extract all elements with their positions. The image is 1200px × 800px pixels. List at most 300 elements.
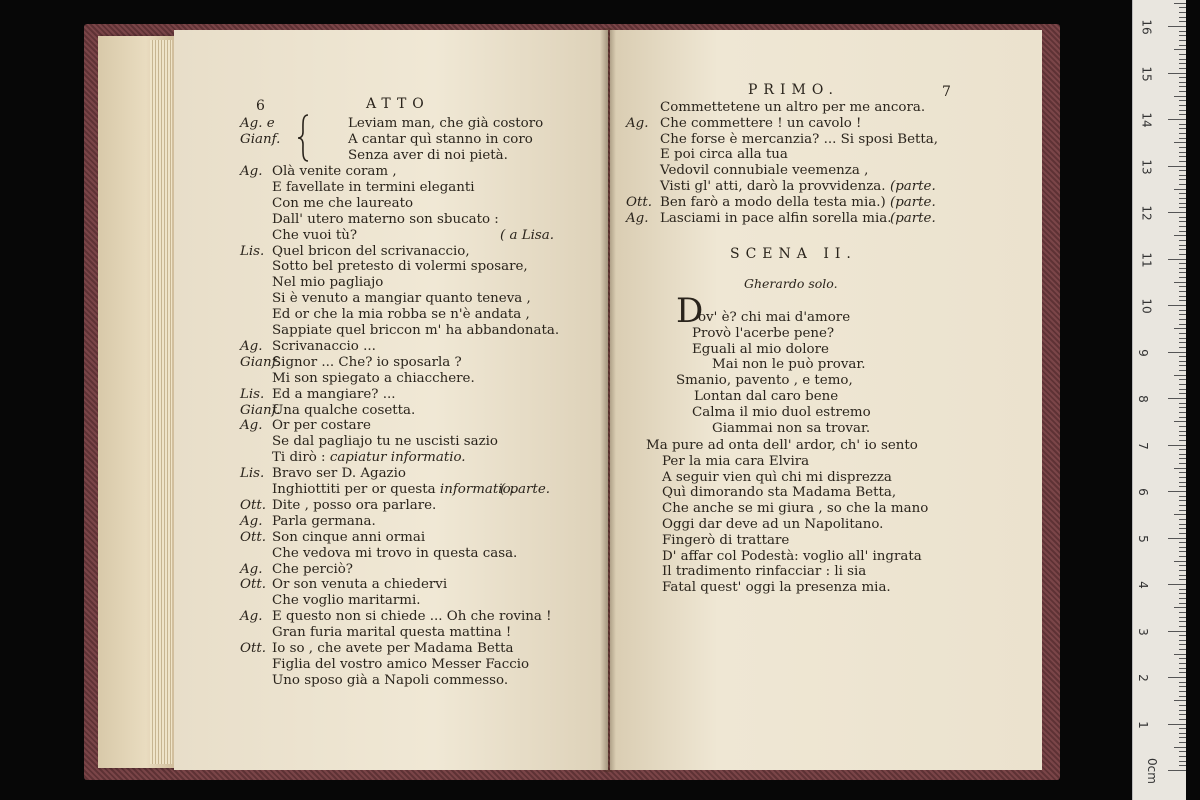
- ruler-tick: [1179, 756, 1186, 757]
- aria-line: ov' è? chi mai d'amore: [698, 310, 851, 325]
- line-text: E favellate in termini eleganti: [272, 179, 475, 195]
- ruler-tick: [1179, 486, 1186, 487]
- speaker-label: Ag.: [240, 164, 263, 179]
- recitative-line: Fingerò di trattare: [662, 532, 790, 548]
- ruler-tick: [1168, 119, 1186, 120]
- ruler-tick: [1179, 686, 1186, 687]
- ruler-tick: [1179, 524, 1186, 525]
- text-line: [272, 259, 528, 275]
- ruler-tick: [1179, 528, 1186, 529]
- text-line: [272, 577, 447, 593]
- ruler-tick: [1174, 3, 1186, 4]
- ruler-tick: [1174, 747, 1186, 748]
- aria-line: Smanio, pavento , e temo,: [676, 373, 853, 389]
- ruler-tick: [1179, 431, 1186, 432]
- line-text: Bravo ser D. Agazio: [272, 466, 406, 482]
- ruler-tick: [1179, 268, 1186, 269]
- line-text: Sotto bel pretesto di volermi sposare,: [272, 259, 528, 275]
- line-text: Scrivanaccio ...: [272, 338, 376, 354]
- ruler-tick: [1168, 770, 1186, 771]
- ruler-tick: [1179, 412, 1186, 413]
- speaker-label: Ag.: [240, 561, 263, 577]
- ruler-tick: [1179, 12, 1186, 13]
- ruler-number: 13: [1139, 158, 1154, 175]
- line-text: Nel mio pagliajo: [272, 275, 384, 291]
- ruler-tick: [1174, 514, 1186, 515]
- right-page-header: PRIMO.: [748, 82, 839, 98]
- ruler-tick: [1179, 245, 1186, 246]
- ruler-tick: [1168, 166, 1186, 167]
- line-text: Quel bricon del scrivanaccio,: [272, 243, 470, 259]
- line-text: Mi son spiegato a chiacchere.: [272, 370, 475, 386]
- ruler-tick: [1179, 500, 1186, 501]
- ruler-tick: [1174, 468, 1186, 469]
- ruler-tick: [1179, 300, 1186, 301]
- ruler-tick: [1179, 193, 1186, 194]
- text-line: [272, 387, 396, 403]
- text-line: [660, 100, 925, 116]
- stage-direction: ( parte.: [500, 482, 550, 497]
- ruler-tick: [1179, 714, 1186, 715]
- aria-line: Provò l'acerbe pene?: [692, 325, 835, 341]
- ruler-tick: [1179, 472, 1186, 473]
- ruler-tick: [1179, 761, 1186, 762]
- ruler-tick: [1179, 393, 1186, 394]
- ruler-tick: [1179, 728, 1186, 729]
- ruler-tick: [1179, 603, 1186, 604]
- ruler-tick: [1179, 719, 1186, 720]
- speaker-label: Ag.: [240, 513, 263, 529]
- ruler-tick: [1179, 40, 1186, 41]
- ruler-tick: [1179, 365, 1186, 366]
- ruler-tick: [1179, 649, 1186, 650]
- line-text: Che vuoi tù?: [272, 227, 358, 243]
- speaker-label: Ag.: [240, 338, 263, 354]
- speaker-label: Gianf.: [240, 132, 281, 147]
- ruler-number: 2: [1135, 674, 1150, 682]
- ruler-tick: [1179, 482, 1186, 483]
- text-line: [272, 355, 462, 371]
- ruler-tick: [1179, 635, 1186, 636]
- ruler-tick: [1179, 710, 1186, 711]
- ruler-tick: [1179, 133, 1186, 134]
- text-line: [272, 212, 499, 228]
- ruler-tick: [1179, 91, 1186, 92]
- ruler-tick: [1179, 324, 1186, 325]
- ruler-tick: [1179, 296, 1186, 297]
- ruler-tick: [1179, 361, 1186, 362]
- ruler-tick: [1179, 175, 1186, 176]
- ruler-tick: [1179, 68, 1186, 69]
- recitative-line: Quì dimorando sta Madama Betta,: [662, 485, 897, 501]
- stage-direction: (parte.: [890, 194, 936, 210]
- text-line: [272, 164, 397, 180]
- ruler-tick: [1168, 631, 1186, 632]
- ruler-number: 16: [1139, 19, 1154, 35]
- ruler-tick: [1174, 235, 1186, 236]
- ruler-tick: [1179, 31, 1186, 32]
- text-line: [272, 307, 530, 323]
- ruler-tick: [1179, 691, 1186, 692]
- speaker-label: Ag.: [626, 210, 649, 226]
- line-text: Visti gl' atti, darò la provvidenza.: [660, 179, 886, 194]
- ruler-tick: [1179, 114, 1186, 115]
- left-page-header: ATTO: [366, 96, 430, 112]
- ruler-tick: [1168, 352, 1186, 353]
- measuring-ruler: [1132, 0, 1186, 800]
- ruler-tick: [1179, 426, 1186, 427]
- ruler-tick: [1179, 663, 1186, 664]
- ruler-tick: [1179, 417, 1186, 418]
- text-line: [660, 116, 861, 132]
- ruler-tick: [1179, 356, 1186, 357]
- speaker-label: Lis.: [240, 386, 265, 402]
- ruler-tick: [1179, 575, 1186, 576]
- ruler-tick: [1179, 240, 1186, 241]
- ruler-tick: [1179, 379, 1186, 380]
- ruler-tick: [1179, 407, 1186, 408]
- recitative-line: Ma pure ad onta dell' ardor, ch' io sento: [646, 438, 918, 453]
- ruler-tick: [1174, 561, 1186, 562]
- text-line: [272, 482, 515, 498]
- text-line: [272, 593, 421, 609]
- ruler-tick: [1179, 124, 1186, 125]
- ruler-tick: [1179, 458, 1186, 459]
- text-line: A cantar quì stanno in coro: [348, 132, 533, 147]
- speaker-label: Ott.: [240, 641, 266, 656]
- ruler-tick: [1179, 342, 1186, 343]
- ruler-tick: [1179, 440, 1186, 441]
- text-line: [272, 275, 383, 291]
- ruler-tick: [1179, 152, 1186, 153]
- text-line: [272, 625, 511, 641]
- ruler-tick: [1168, 491, 1186, 492]
- ruler-tick: [1174, 96, 1186, 97]
- ruler-tick: [1179, 217, 1186, 218]
- ruler-tick: [1179, 54, 1186, 55]
- text-line: [272, 450, 466, 466]
- aria-line: Calma il mio duol estremo: [692, 404, 871, 420]
- text-line: Leviam man, che già costoro: [348, 116, 544, 131]
- ruler-tick: [1174, 328, 1186, 329]
- ruler-tick: [1168, 584, 1186, 585]
- line-text: Una qualche cosetta.: [272, 402, 416, 418]
- line-italic-text: capiatur informatio.: [329, 450, 466, 466]
- ruler-tick: [1179, 147, 1186, 148]
- ruler-tick: [1179, 705, 1186, 706]
- text-line: [272, 609, 552, 625]
- ruler-tick: [1174, 142, 1186, 143]
- ruler-number: 4: [1135, 581, 1150, 589]
- ruler-tick: [1179, 640, 1186, 641]
- recitative-line: Che anche se mi giura , so che la mano: [662, 501, 929, 517]
- ruler-number: 14: [1139, 112, 1154, 128]
- line-text: Olà venite coram ,: [272, 164, 397, 179]
- speaker-label: Ag. e: [240, 116, 275, 131]
- ruler-tick: [1179, 82, 1186, 83]
- line-text: Son cinque anni ormai: [272, 529, 426, 545]
- speaker-label: Ott.: [626, 194, 652, 210]
- recitative-line: A seguir vien quì chi mi disprezza: [662, 469, 892, 485]
- ruler-tick: [1179, 579, 1186, 580]
- ruler-tick: [1168, 724, 1186, 725]
- ruler-tick: [1179, 161, 1186, 162]
- line-text: Inghiottiti per or questa: [272, 482, 440, 497]
- text-line: [272, 403, 415, 419]
- line-text: Sappiate quel briccon m' ha abbandonata.: [272, 323, 560, 338]
- speaker-label: Ott.: [240, 529, 266, 545]
- ruler-tick: [1179, 333, 1186, 334]
- line-text: Gran furia marital questa mattina !: [272, 625, 512, 641]
- speaker-label: Ag.: [240, 418, 263, 434]
- ruler-tick: [1179, 621, 1186, 622]
- ruler-tick: [1179, 314, 1186, 315]
- ruler-tick: [1174, 607, 1186, 608]
- line-italic-text: informatio.: [439, 482, 515, 497]
- line-text: Dall' utero materno son sbucato :: [272, 211, 499, 227]
- line-text: Lasciami in pace alfin sorella mia.: [660, 210, 892, 226]
- ruler-tick: [1179, 7, 1186, 8]
- ruler-tick: [1179, 63, 1186, 64]
- speaker-label: Lis.: [240, 466, 265, 482]
- ruler-tick: [1179, 658, 1186, 659]
- text-line: [660, 211, 892, 227]
- line-text: Ed a mangiare? ...: [272, 386, 396, 402]
- ruler-tick: [1179, 184, 1186, 185]
- ruler-tick: [1168, 259, 1186, 260]
- ruler-tick: [1174, 421, 1186, 422]
- line-text: Io so , che avete per Madama Betta: [272, 641, 514, 656]
- line-text: Che commettere ! un cavolo !: [660, 115, 862, 131]
- ruler-tick: [1179, 533, 1186, 534]
- text-line: [272, 244, 470, 260]
- ruler-tick: [1179, 203, 1186, 204]
- ruler-number: 6: [1135, 488, 1150, 496]
- speaker-label: Ott.: [240, 577, 266, 593]
- right-page-number: 7: [942, 84, 951, 100]
- line-text: Commettetene un altro per me ancora.: [660, 100, 926, 115]
- text-line: [272, 371, 475, 387]
- recitative-line: Per la mia cara Elvira: [662, 453, 810, 469]
- ruler-tick: [1179, 598, 1186, 599]
- ruler-tick: [1179, 254, 1186, 255]
- brace-icon: [296, 114, 310, 162]
- text-line: [272, 434, 498, 450]
- text-line: [660, 195, 886, 211]
- line-text: E poi circa alla tua: [660, 147, 788, 163]
- ruler-number: 0cm: [1144, 758, 1159, 784]
- ruler-tick: [1179, 128, 1186, 129]
- ruler-tick: [1179, 370, 1186, 371]
- book-gutter: [600, 28, 616, 772]
- speaker-label: Lis.: [240, 243, 265, 259]
- ruler-tick: [1179, 138, 1186, 139]
- ruler-tick: [1179, 551, 1186, 552]
- ruler-tick: [1179, 542, 1186, 543]
- text-line: [272, 530, 425, 546]
- ruler-tick: [1179, 496, 1186, 497]
- ruler-tick: [1168, 305, 1186, 306]
- ruler-number: 8: [1135, 395, 1150, 403]
- ruler-tick: [1179, 77, 1186, 78]
- text-line: [272, 673, 508, 689]
- ruler-tick: [1179, 86, 1186, 87]
- ruler-tick: [1179, 389, 1186, 390]
- aria-line: Lontan dal caro bene: [694, 389, 839, 404]
- stage-direction: ( a Lisa.: [500, 227, 555, 243]
- ruler-tick: [1179, 449, 1186, 450]
- ruler-tick: [1179, 272, 1186, 273]
- ruler-tick: [1179, 207, 1186, 208]
- text-line: [272, 418, 371, 434]
- ruler-tick: [1179, 519, 1186, 520]
- ruler-tick: [1179, 156, 1186, 157]
- text-line: [272, 291, 531, 307]
- line-text: Ed or che la mia robba se n'è andata ,: [272, 307, 530, 323]
- ruler-tick: [1179, 198, 1186, 199]
- ruler-tick: [1174, 282, 1186, 283]
- ruler-tick: [1174, 700, 1186, 701]
- ruler-number: 11: [1139, 251, 1154, 268]
- ruler-tick: [1179, 310, 1186, 311]
- recitative-line: D' affar col Podestà: voglio all' ingrata: [662, 548, 922, 564]
- line-text: Che forse è mercanzia? ... Si sposi Betta,: [660, 131, 939, 147]
- line-text: Che perciò?: [272, 561, 353, 577]
- ruler-tick: [1179, 263, 1186, 264]
- line-text: Con me che laureato: [272, 195, 414, 211]
- speaker-label: Ag.: [626, 115, 649, 131]
- line-text: Dite , posso ora parlare.: [272, 497, 437, 513]
- ruler-tick: [1179, 733, 1186, 734]
- ruler-tick: [1179, 59, 1186, 60]
- ruler-number: 12: [1139, 205, 1154, 221]
- stage-direction: (parte.: [890, 179, 936, 194]
- line-text: Che vedova mi trovo in questa casa.: [272, 545, 518, 561]
- line-text: E questo non si chiede ... Oh che rovina !: [272, 609, 552, 625]
- ruler-tick: [1168, 538, 1186, 539]
- ruler-tick: [1179, 765, 1186, 766]
- ruler-tick: [1179, 505, 1186, 506]
- ruler-tick: [1179, 463, 1186, 464]
- text-line: [660, 132, 938, 148]
- line-text: Ti dirò :: [272, 450, 330, 466]
- ruler-tick: [1179, 347, 1186, 348]
- aria-line: Eguali al mio dolore: [692, 341, 829, 357]
- ruler-tick: [1179, 291, 1186, 292]
- text-line: Senza aver di noi pietà.: [348, 148, 508, 163]
- ruler-tick: [1179, 668, 1186, 669]
- line-text: Ben farò a modo della testa mia.): [660, 194, 886, 210]
- ruler-tick: [1179, 221, 1186, 222]
- ruler-tick: [1168, 26, 1186, 27]
- ruler-tick: [1179, 403, 1186, 404]
- ruler-number: 1: [1135, 720, 1150, 729]
- ruler-tick: [1179, 170, 1186, 171]
- ruler-tick: [1179, 384, 1186, 385]
- ruler-tick: [1179, 570, 1186, 571]
- ruler-tick: [1179, 454, 1186, 455]
- text-line: [272, 228, 357, 244]
- ruler-tick: [1179, 231, 1186, 232]
- ruler-tick: [1179, 435, 1186, 436]
- recitative-line: Oggi dar deve ad un Napolitano.: [662, 517, 884, 532]
- text-line: [272, 196, 413, 212]
- ruler-tick: [1174, 654, 1186, 655]
- ruler-tick: [1179, 17, 1186, 18]
- text-line: [272, 323, 559, 339]
- ruler-number: 9: [1135, 348, 1150, 357]
- drop-cap: D: [676, 291, 704, 331]
- text-line: [272, 562, 353, 578]
- recitative-line: Fatal quest' oggi la presenza mia.: [662, 580, 891, 596]
- ruler-tick: [1179, 612, 1186, 613]
- page-edges: [150, 40, 172, 764]
- line-text: Or per costare: [272, 418, 371, 434]
- ruler-tick: [1179, 556, 1186, 557]
- ruler-tick: [1179, 286, 1186, 287]
- text-line: [272, 546, 517, 562]
- speaker-label: Gianf.: [240, 354, 281, 370]
- ruler-tick: [1168, 73, 1186, 74]
- line-text: Uno sposo già a Napoli commesso.: [272, 672, 509, 688]
- text-line: [272, 339, 376, 355]
- ruler-tick: [1179, 696, 1186, 697]
- ruler-tick: [1179, 35, 1186, 36]
- ruler-tick: [1179, 249, 1186, 250]
- line-text: Figlia del vostro amico Messer Faccio: [272, 656, 530, 672]
- ruler-tick: [1179, 682, 1186, 683]
- speaker-label: Ag.: [240, 609, 263, 625]
- ruler-tick: [1174, 49, 1186, 50]
- scene-title: SCENA II.: [730, 246, 857, 262]
- ruler-tick: [1179, 644, 1186, 645]
- ruler-tick: [1179, 751, 1186, 752]
- text-line: [272, 466, 406, 482]
- ruler-number: 3: [1135, 627, 1150, 636]
- ruler-tick: [1179, 45, 1186, 46]
- ruler-number: 15: [1139, 65, 1154, 82]
- ruler-tick: [1168, 212, 1186, 213]
- ruler-tick: [1179, 110, 1186, 111]
- aria-line: Mai non le può provar.: [712, 357, 866, 373]
- text-line: [660, 179, 886, 195]
- ruler-tick: [1179, 338, 1186, 339]
- ruler-tick: [1179, 672, 1186, 673]
- stage-direction: (parte.: [890, 210, 936, 226]
- ruler-tick: [1179, 100, 1186, 101]
- line-text: Parla germana.: [272, 513, 376, 529]
- ruler-number: 7: [1135, 441, 1150, 450]
- text-line: [272, 641, 514, 657]
- speaker-label: Ott.: [240, 497, 266, 513]
- ruler-tick: [1168, 445, 1186, 446]
- line-text: Vedovil connubiale veemenza ,: [660, 163, 869, 179]
- ruler-tick: [1179, 589, 1186, 590]
- ruler-tick: [1179, 277, 1186, 278]
- speaker-label: Gianf.: [240, 402, 281, 418]
- ruler-tick: [1179, 593, 1186, 594]
- ruler-tick: [1179, 617, 1186, 618]
- text-line: [272, 514, 376, 530]
- text-line: [660, 147, 788, 163]
- left-page-number: 6: [256, 98, 265, 114]
- ruler-tick: [1174, 189, 1186, 190]
- recitative-line: Il tradimento rinfacciar : li sia: [662, 564, 867, 580]
- ruler-tick: [1179, 547, 1186, 548]
- ruler-tick: [1179, 477, 1186, 478]
- ruler-tick: [1168, 398, 1186, 399]
- text-line: [660, 163, 868, 179]
